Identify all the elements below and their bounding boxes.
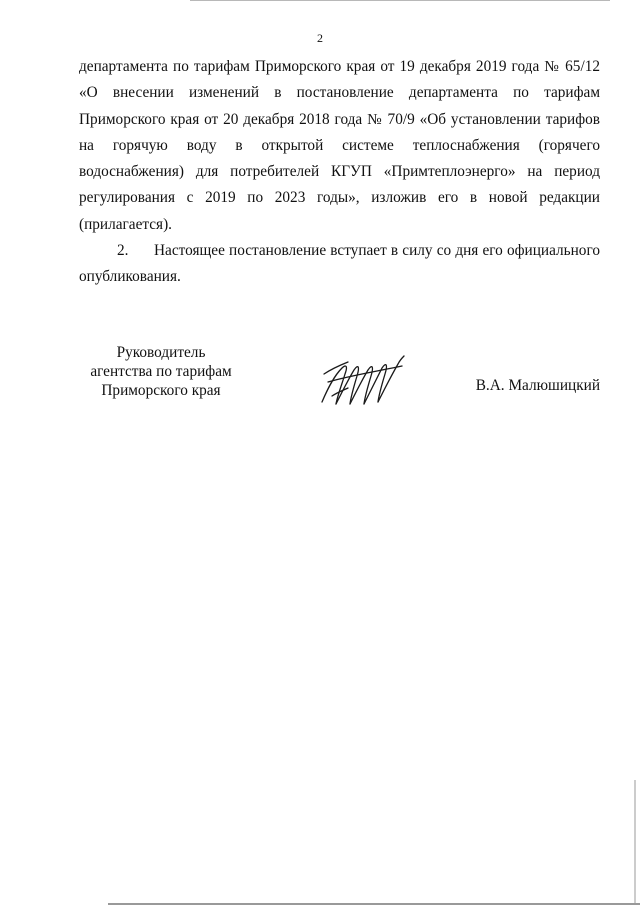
handwritten-signature xyxy=(318,352,408,408)
item-number: 2. xyxy=(117,242,129,260)
paragraph-continued: департамента по тарифам Приморского края от 19 декабря 2019 года № 65/12 «О внесении изменений в постановление департамента по тарифам Приморского края от 20 декабря 2018 года № 70/9 «Об установлении тарифов на горячую воду в открытой системе теплоснабжения (горячего водоснабжения) для потребителей КГУП «Примтеплоэнерго» на период регулирования с 2019 по 2023 годы», изложив его в новой редакции (прилагается). xyxy=(79,58,600,233)
signatory-position xyxy=(86,343,236,400)
position-line-2: агентства по тарифам xyxy=(90,363,232,380)
item-text: Настоящее постановление вступает в силу со дня его официального опубликования. xyxy=(79,242,600,286)
position-line-3: Приморского края xyxy=(101,382,221,399)
page-number: 2 xyxy=(317,31,323,45)
document-body xyxy=(79,54,600,291)
position-line-1: Руководитель xyxy=(116,344,206,361)
scan-edge-top xyxy=(190,0,610,1)
signer-name: В.А. Малюшицкий xyxy=(475,377,600,394)
paragraph-item-2 xyxy=(79,238,600,291)
scan-edge-right xyxy=(634,780,636,905)
